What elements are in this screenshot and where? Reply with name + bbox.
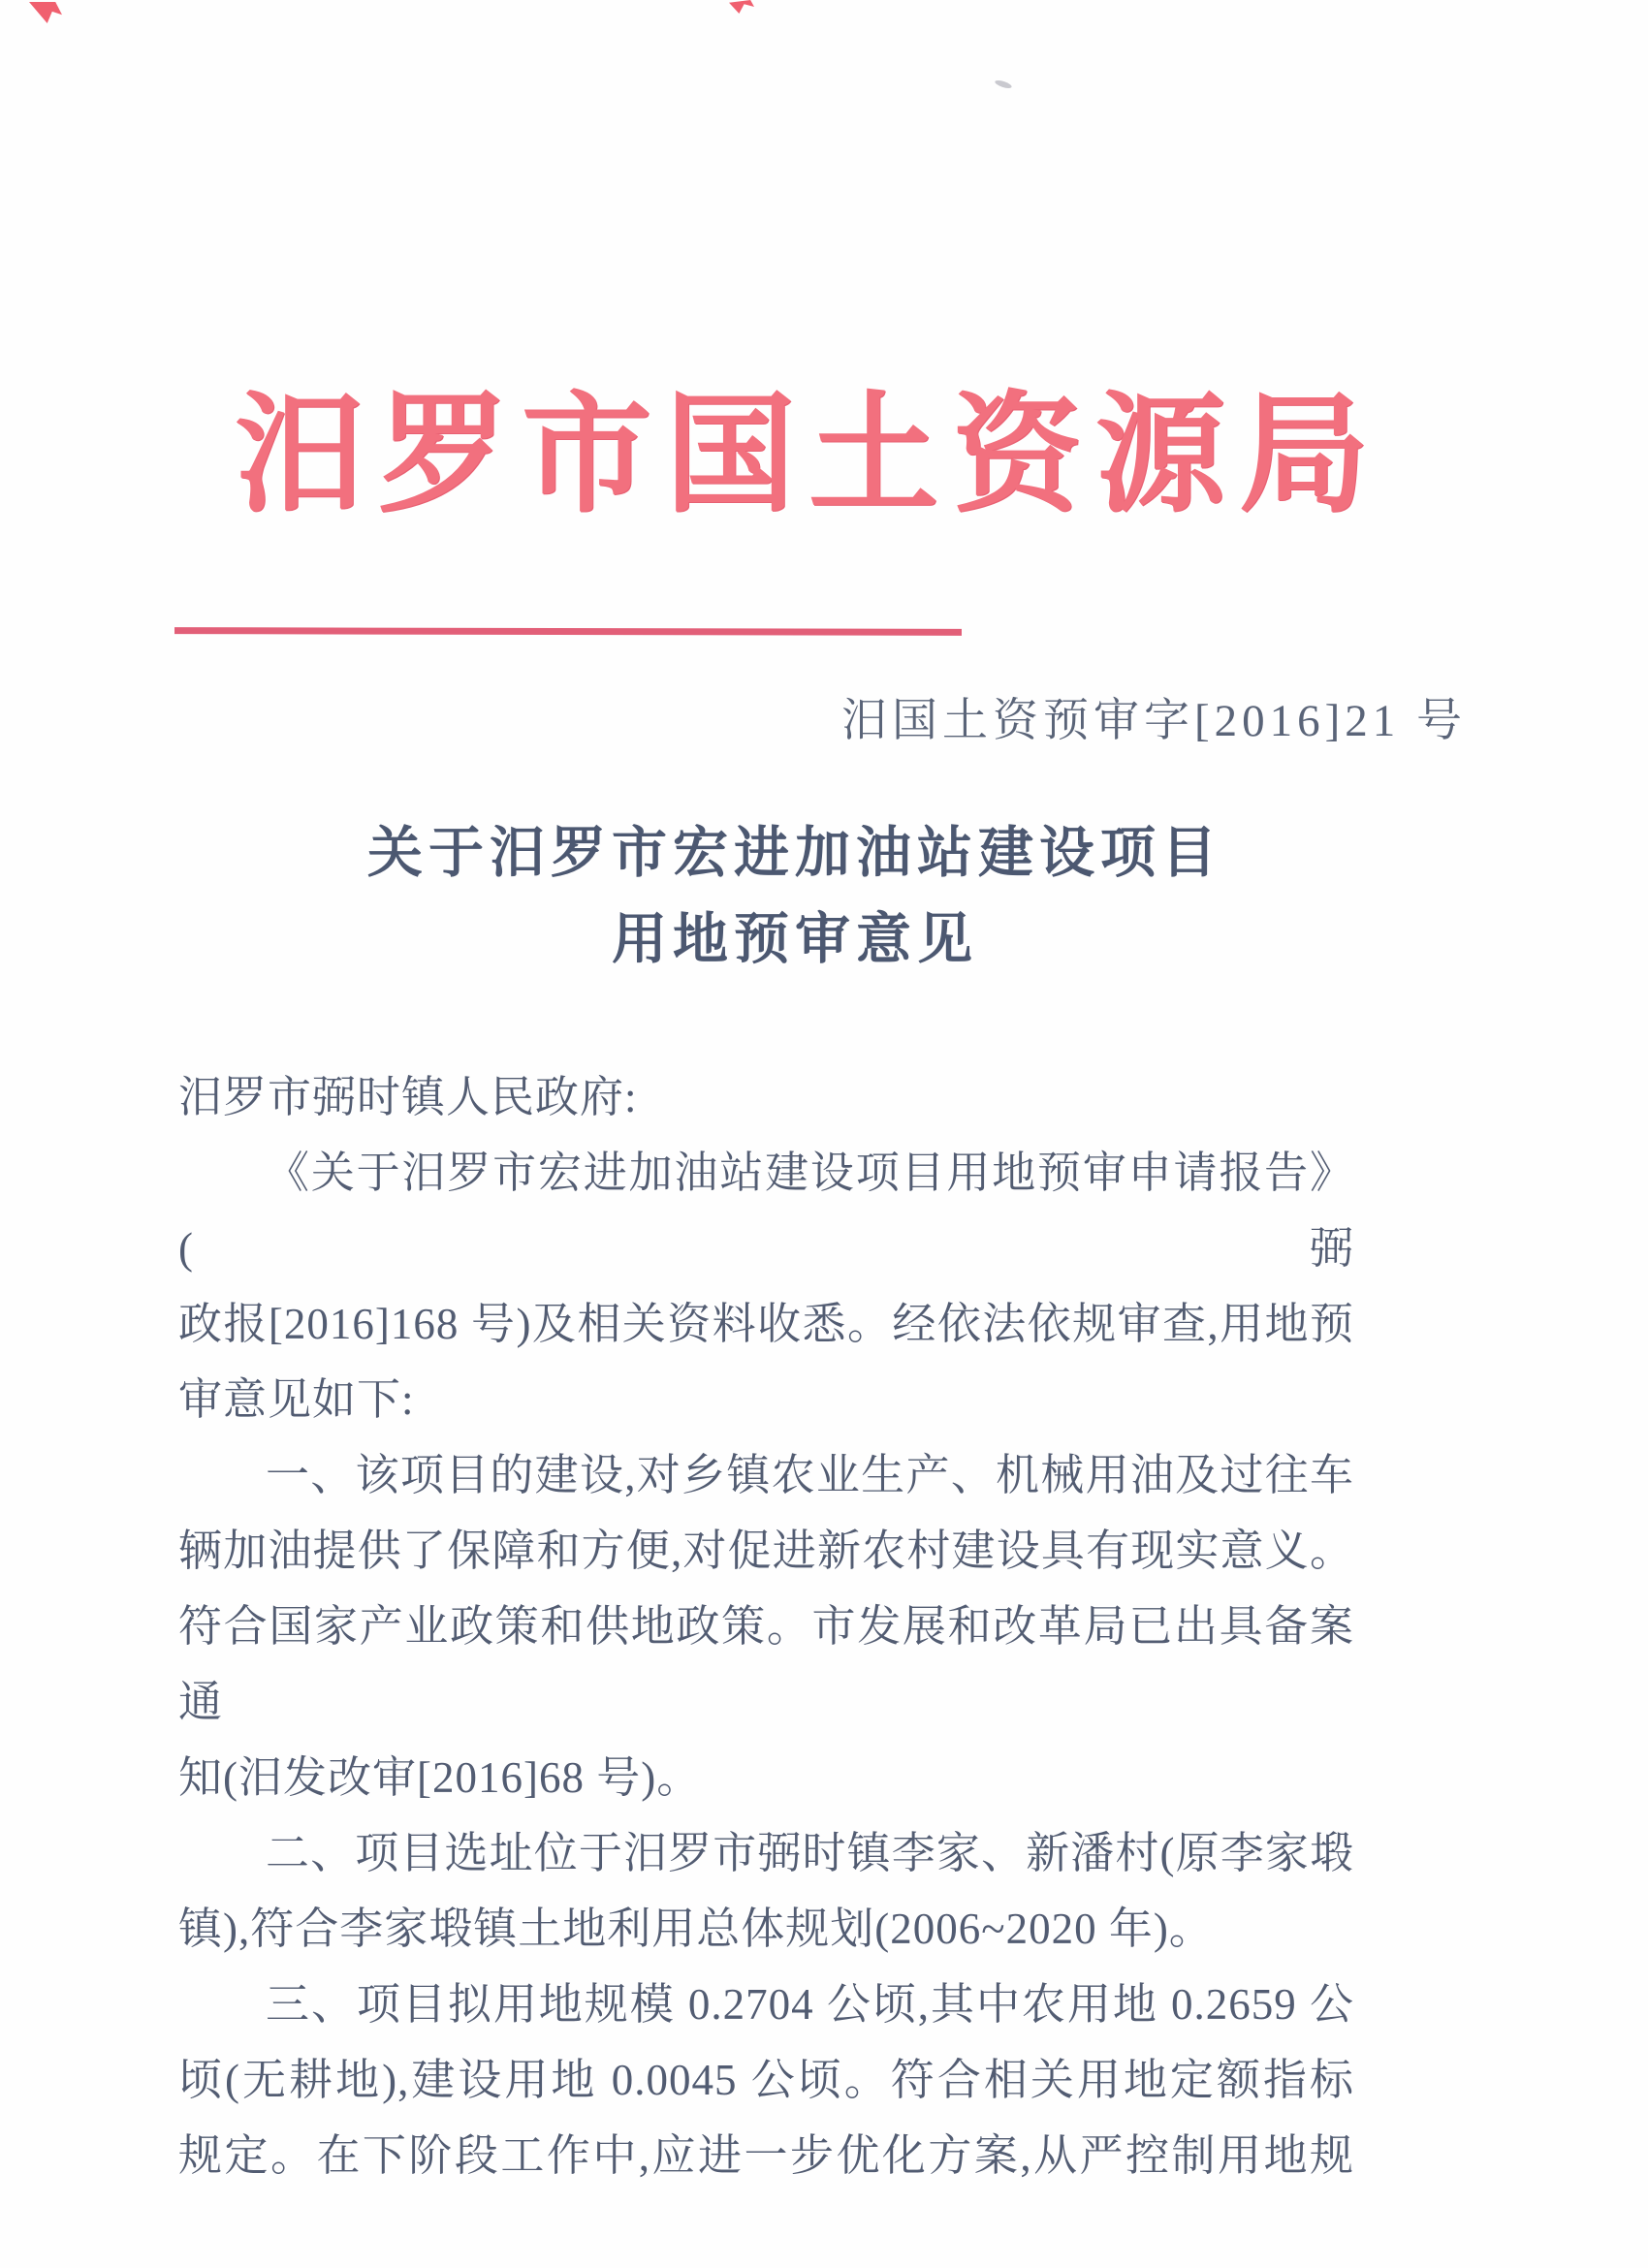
document-body [178,1059,1354,2193]
letterhead-agency-name: 汨罗市国土资源局 [235,384,1383,527]
document-title [0,810,1619,983]
document-title-line2: 用地预审意见 [612,909,978,970]
scan-artifact-gray-smudge [995,79,1013,89]
document-title-line1: 关于汨罗市宏进加油站建设项目 [367,823,1222,884]
body-line: 规定。在下阶段工作中,应进一步优化方案,从严控制用地规 [178,2131,1354,2180]
body-line: 《关于汨罗市宏进加油站建设项目用地预审申请报告》(弼 [178,1149,1354,1273]
body-line-item-3: 三、项目拟用地规模 0.2704 公顷,其中农用地 0.2659 公 [266,1980,1354,2029]
letterhead-red-divider [174,627,962,636]
scan-artifact-red-mark [29,2,62,23]
body-line: 辆加油提供了保障和方便,对促进新农村建设具有现实意义。 [178,1527,1354,1575]
body-salutation: 汨罗市弼时镇人民政府: [178,1073,638,1121]
body-line-item-2: 二、项目选址位于汨罗市弼时镇李家、新潘村(原李家塅 [266,1829,1354,1877]
scan-artifact-red-mark [729,0,754,14]
body-line-item-1: 一、该项目的建设,对乡镇农业生产、机械用油及过往车 [266,1451,1354,1499]
body-line: 顷(无耕地),建设用地 0.0045 公顷。符合相关用地定额指标 [178,2056,1354,2104]
document-number: 汨国土资预审字[2016]21 号 [841,696,1468,746]
body-line: 符合国家产业政策和供地政策。市发展和改革局已出具备案通 [178,1602,1354,1726]
body-line: 审意见如下: [178,1375,415,1424]
body-line: 镇),符合李家塅镇土地利用总体规划(2006~2020 年)。 [178,1905,1214,1953]
body-line: 知(汨发改审[2016]68 号)。 [178,1753,702,1802]
body-line: 政报[2016]168 号)及相关资料收悉。经依法依规审查,用地预 [178,1300,1354,1348]
